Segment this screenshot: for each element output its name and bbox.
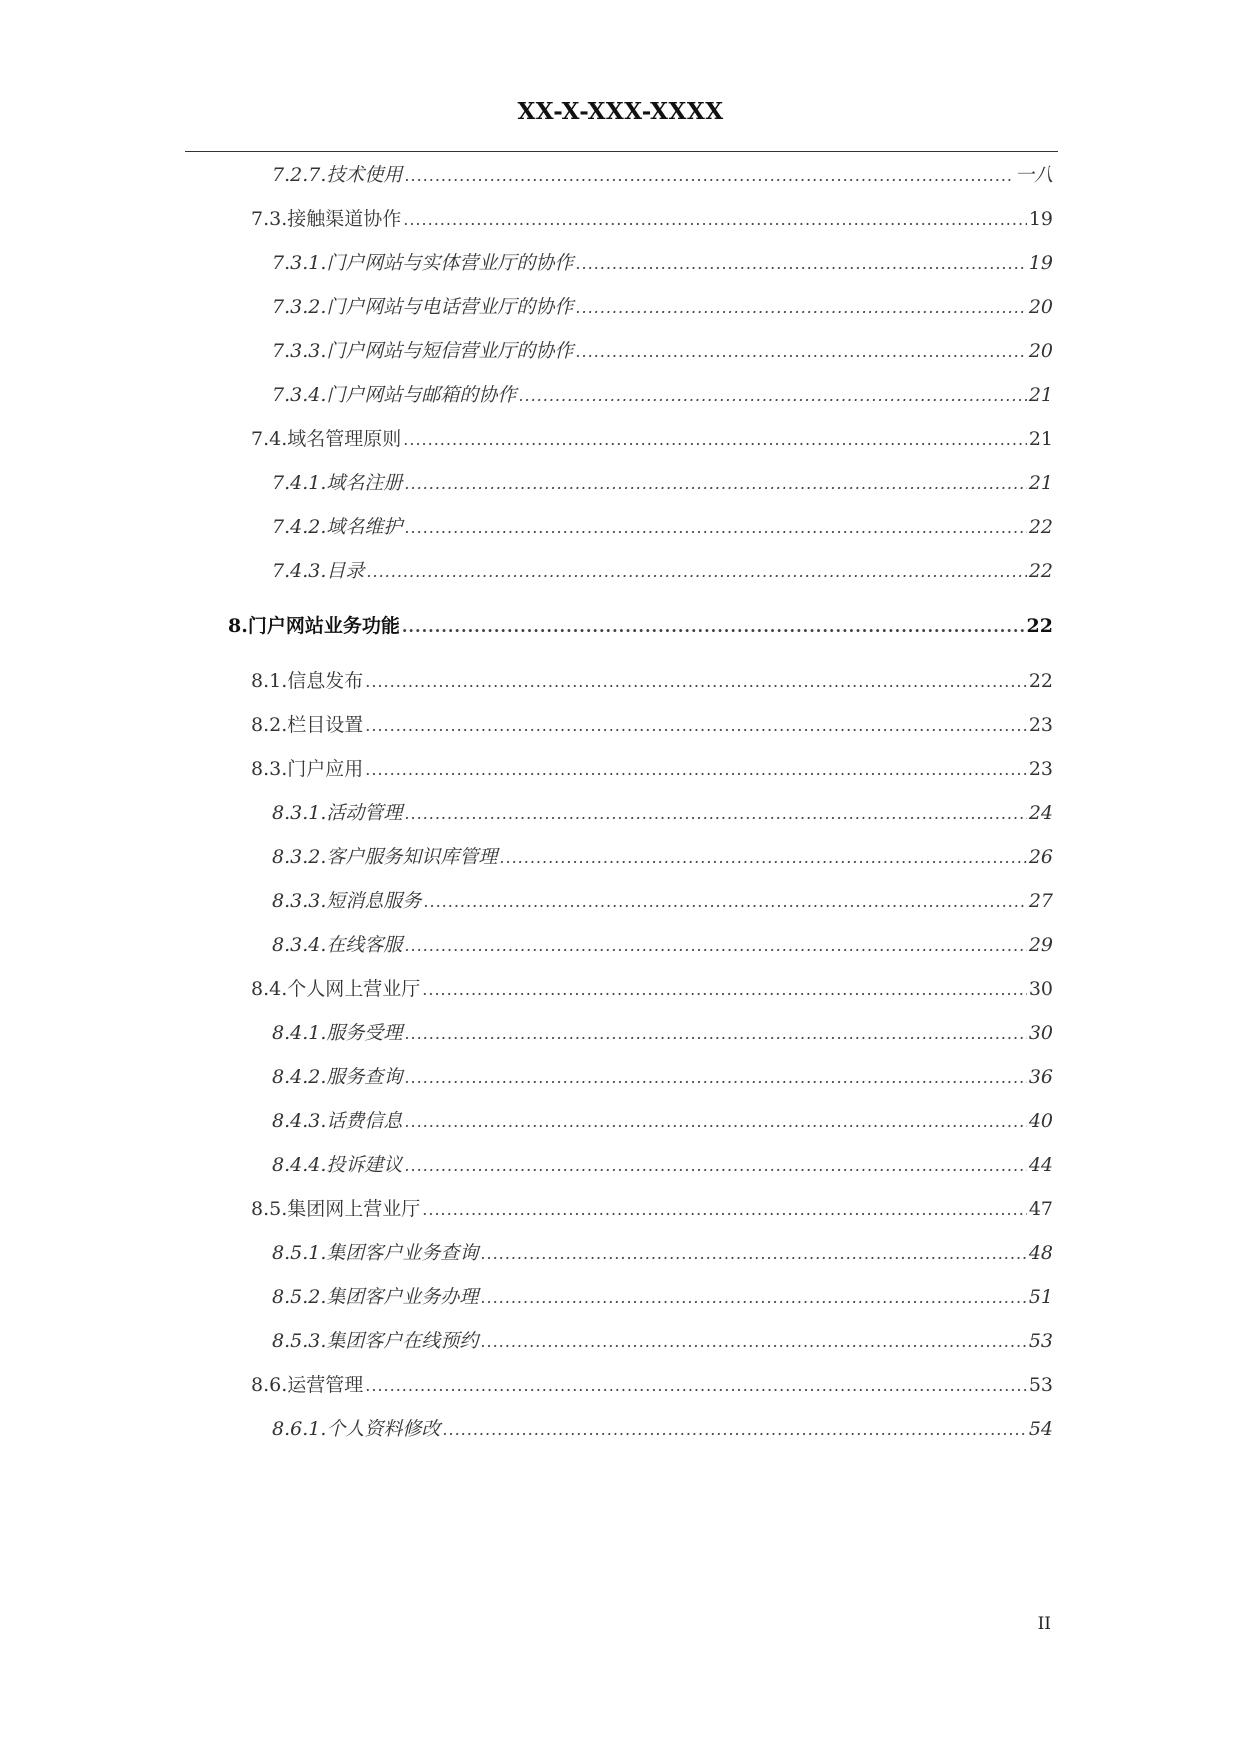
toc-entry-label: 门户网站与短信营业厅的协作 bbox=[326, 340, 574, 362]
toc-entry[interactable] bbox=[272, 1282, 1053, 1308]
toc-entry[interactable] bbox=[272, 842, 1053, 868]
toc-entry-label: 个人网上营业厅 bbox=[287, 978, 421, 1000]
toc-entry-label: 话费信息 bbox=[326, 1110, 403, 1132]
toc-entry-page: 44 bbox=[1028, 1154, 1053, 1176]
toc-dot-leader bbox=[480, 1244, 1026, 1263]
page-number: II bbox=[1037, 1614, 1051, 1634]
toc-dot-leader bbox=[366, 562, 1026, 581]
toc-entry[interactable] bbox=[251, 204, 1053, 230]
toc-entry-number: 8.5.3. bbox=[272, 1330, 327, 1352]
toc-entry-page: 40 bbox=[1028, 1110, 1053, 1132]
toc-entry[interactable] bbox=[272, 930, 1053, 956]
toc-entry-number: 8.3.3. bbox=[272, 890, 327, 912]
toc-entry-number: 8.6. bbox=[251, 1374, 288, 1396]
toc-dot-leader bbox=[404, 804, 1026, 823]
toc-entry[interactable] bbox=[272, 248, 1053, 274]
toc-entry-page: 29 bbox=[1028, 934, 1053, 956]
toc-entry-number: 7.4.2. bbox=[272, 516, 327, 538]
toc-entry-number: 8.3. bbox=[251, 758, 288, 780]
toc-entry[interactable] bbox=[251, 754, 1053, 780]
toc-entry-page: 22 bbox=[1026, 615, 1053, 637]
toc-entry-page: 23 bbox=[1028, 714, 1053, 736]
toc-entry[interactable] bbox=[272, 1062, 1053, 1088]
toc-entry-label: 接触渠道协作 bbox=[287, 208, 402, 230]
toc-entry-label: 集团客户在线预约 bbox=[326, 1330, 479, 1352]
toc-entry[interactable] bbox=[272, 1150, 1053, 1176]
toc-entry[interactable] bbox=[251, 1370, 1053, 1396]
toc-dot-leader bbox=[402, 617, 1025, 636]
toc-dot-leader bbox=[404, 474, 1026, 493]
toc-entry-label: 门户应用 bbox=[287, 758, 364, 780]
toc-entry[interactable] bbox=[272, 798, 1053, 824]
toc-entry-label: 服务受理 bbox=[326, 1022, 403, 1044]
toc-entry-number: 8.5.1. bbox=[272, 1242, 327, 1264]
toc-entry-label: 投诉建议 bbox=[326, 1154, 403, 1176]
toc-entry-label: 信息发布 bbox=[287, 670, 364, 692]
toc-entry[interactable] bbox=[272, 292, 1053, 318]
toc-dot-leader bbox=[575, 254, 1026, 273]
toc-entry[interactable] bbox=[272, 512, 1053, 538]
toc-entry-page: 19 bbox=[1028, 208, 1053, 230]
toc-dot-leader bbox=[480, 1288, 1026, 1307]
toc-entry-page: 24 bbox=[1028, 802, 1053, 824]
toc-entry[interactable] bbox=[272, 380, 1053, 406]
toc-dot-leader bbox=[499, 848, 1026, 867]
toc-entry-page: 30 bbox=[1028, 1022, 1053, 1044]
toc-entry-number: 8.4.4. bbox=[272, 1154, 327, 1176]
toc-entry-number: 8.5. bbox=[251, 1198, 288, 1220]
toc-entry-page: 23 bbox=[1028, 758, 1053, 780]
toc-entry-page: 26 bbox=[1028, 846, 1053, 868]
toc-entry[interactable] bbox=[251, 710, 1053, 736]
toc-dot-leader bbox=[365, 760, 1027, 779]
toc-entry[interactable] bbox=[272, 1018, 1053, 1044]
toc-entry[interactable] bbox=[272, 160, 1053, 186]
toc-dot-leader bbox=[422, 1200, 1027, 1219]
toc-entry-label: 域名维护 bbox=[326, 516, 403, 538]
toc-entry[interactable] bbox=[272, 1106, 1053, 1132]
toc-entry-label: 短消息服务 bbox=[326, 890, 422, 912]
toc-entry-page: 21 bbox=[1028, 428, 1053, 450]
toc-entry[interactable] bbox=[228, 611, 1053, 637]
toc-entry-number: 7.4.1. bbox=[272, 472, 327, 494]
toc-entry-page: 22 bbox=[1028, 670, 1053, 692]
toc-dot-leader bbox=[404, 936, 1026, 955]
toc-entry-number: 8.4.1. bbox=[272, 1022, 327, 1044]
toc-dot-leader bbox=[404, 518, 1026, 537]
toc-entry-label: 客户服务知识库管理 bbox=[326, 846, 498, 868]
toc-entry-number: 8.4.3. bbox=[272, 1110, 327, 1132]
toc-entry-label: 域名注册 bbox=[326, 472, 403, 494]
toc-dot-leader bbox=[575, 298, 1026, 317]
toc-entry-page: 20 bbox=[1028, 296, 1053, 318]
toc-entry-number: 7.4.3. bbox=[272, 560, 327, 582]
toc-entry[interactable] bbox=[272, 336, 1053, 362]
toc-entry-label: 集团网上营业厅 bbox=[287, 1198, 421, 1220]
page-header-title: XX-X-XXX-XXXX bbox=[517, 98, 724, 125]
toc-entry[interactable] bbox=[251, 424, 1053, 450]
toc-entry-page: 19 bbox=[1028, 252, 1053, 274]
toc-entry[interactable] bbox=[272, 1326, 1053, 1352]
toc-entry-label: 门户网站与实体营业厅的协作 bbox=[326, 252, 574, 274]
toc-entry[interactable] bbox=[272, 468, 1053, 494]
toc-entry-page: 21 bbox=[1028, 384, 1053, 406]
toc-entry[interactable] bbox=[272, 1238, 1053, 1264]
toc-entry-page: 51 bbox=[1028, 1286, 1053, 1308]
toc-entry-number: 8.5.2. bbox=[272, 1286, 327, 1308]
toc-entry-number: 7.3.3. bbox=[272, 340, 327, 362]
toc-dot-leader bbox=[365, 672, 1027, 691]
toc-entry-number: 8.1. bbox=[251, 670, 288, 692]
toc-entry-label: 集团客户业务查询 bbox=[326, 1242, 479, 1264]
toc-entry-page: 48 bbox=[1028, 1242, 1053, 1264]
toc-entry[interactable] bbox=[272, 1414, 1053, 1440]
toc-entry-page: 20 bbox=[1028, 340, 1053, 362]
toc-entry-number: 8.4.2. bbox=[272, 1066, 327, 1088]
toc-entry-page: 21 bbox=[1028, 472, 1053, 494]
toc-dot-leader bbox=[575, 342, 1026, 361]
toc-entry-number: 7.2.7. bbox=[272, 164, 327, 186]
toc-entry-label: 在线客服 bbox=[326, 934, 403, 956]
toc-dot-leader bbox=[365, 716, 1027, 735]
toc-entry-number: 8.3.1. bbox=[272, 802, 327, 824]
toc-dot-leader bbox=[404, 1156, 1026, 1175]
toc-dot-leader bbox=[518, 386, 1026, 405]
toc-entry-page: 22 bbox=[1028, 516, 1053, 538]
toc-entry-label: 活动管理 bbox=[326, 802, 403, 824]
toc-entry-page: 22 bbox=[1028, 560, 1053, 582]
toc-entry-label: 运营管理 bbox=[287, 1374, 364, 1396]
toc-entry[interactable] bbox=[251, 666, 1053, 692]
toc-entry-number: 8.6.1. bbox=[272, 1418, 327, 1440]
toc-entry-number: 7.3.1. bbox=[272, 252, 327, 274]
toc-entry-label: 目录 bbox=[326, 560, 365, 582]
toc-dot-leader bbox=[423, 892, 1026, 911]
toc-dot-leader bbox=[480, 1332, 1026, 1351]
toc-dot-leader bbox=[403, 430, 1027, 449]
toc-entry-number: 7.3.2. bbox=[272, 296, 327, 318]
toc-entry-number: 8.3.4. bbox=[272, 934, 327, 956]
toc-entry-page: 54 bbox=[1028, 1418, 1053, 1440]
toc-dot-leader bbox=[422, 980, 1027, 999]
toc-entry-page: 27 bbox=[1028, 890, 1053, 912]
toc-entry[interactable] bbox=[251, 974, 1053, 1000]
toc-entry-label: 域名管理原则 bbox=[287, 428, 402, 450]
toc-entry-page: 53 bbox=[1028, 1374, 1053, 1396]
toc-entry-label: 个人资料修改 bbox=[326, 1418, 441, 1440]
toc-dot-leader bbox=[404, 1068, 1026, 1087]
toc-entry-label: 门户网站业务功能 bbox=[247, 615, 400, 637]
toc-dot-leader bbox=[404, 1112, 1026, 1131]
toc-entry[interactable] bbox=[272, 556, 1053, 582]
toc-entry-label: 集团客户业务办理 bbox=[326, 1286, 479, 1308]
toc-entry-label: 服务查询 bbox=[326, 1066, 403, 1088]
toc-entry-label: 门户网站与邮箱的协作 bbox=[326, 384, 517, 406]
toc-entry-page: 47 bbox=[1028, 1198, 1053, 1220]
toc-entry-number: 8.4. bbox=[251, 978, 288, 1000]
toc-entry-label: 门户网站与电话营业厅的协作 bbox=[326, 296, 574, 318]
toc-entry-number: 7.4. bbox=[251, 428, 288, 450]
toc-dot-leader bbox=[365, 1376, 1027, 1395]
toc-dot-leader bbox=[442, 1420, 1026, 1439]
toc-entry-number: 8. bbox=[228, 615, 248, 637]
toc-entry-page: 36 bbox=[1028, 1066, 1053, 1088]
toc-entry-label: 技术使用 bbox=[326, 164, 403, 186]
toc-entry-number: 8.3.2. bbox=[272, 846, 327, 868]
toc-entry-page: 53 bbox=[1028, 1330, 1053, 1352]
toc-entry-number: 7.3.4. bbox=[272, 384, 327, 406]
toc-entry[interactable] bbox=[272, 886, 1053, 912]
toc-entry-label: 栏目设置 bbox=[287, 714, 364, 736]
toc-entry-number: 7.3. bbox=[251, 208, 288, 230]
toc-entry-number: 8.2. bbox=[251, 714, 288, 736]
toc-dot-leader bbox=[404, 1024, 1026, 1043]
toc-dot-leader bbox=[404, 166, 1013, 185]
toc-entry-page: 30 bbox=[1028, 978, 1053, 1000]
toc-dot-leader bbox=[403, 210, 1027, 229]
toc-entry[interactable] bbox=[251, 1194, 1053, 1220]
toc-entry-page: 一八 bbox=[1014, 164, 1053, 186]
